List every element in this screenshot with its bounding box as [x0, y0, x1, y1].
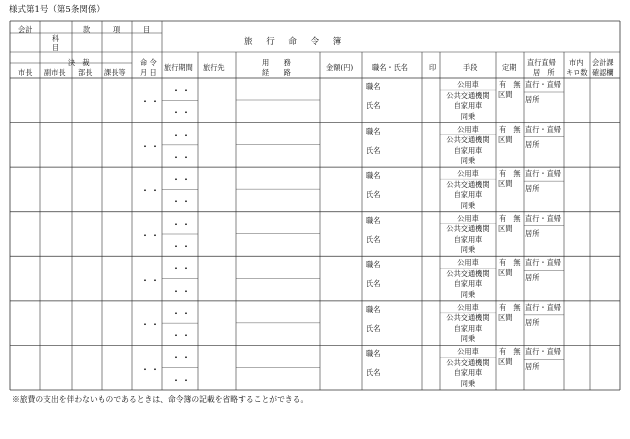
- row-chokkou-label: 直行・直帰: [525, 124, 561, 134]
- header-shinai: 市内: [569, 58, 584, 67]
- row-shudan-option: 公用車: [457, 80, 479, 89]
- header-kou: 項: [113, 25, 121, 34]
- row-teiki-sub: 区間: [498, 223, 513, 233]
- row-shudan-option: 同乗: [460, 245, 476, 255]
- row-shudan-option: 同乗: [460, 111, 476, 121]
- row-teiki-label: 有 無: [499, 169, 521, 179]
- row-teiki-label: 有 無: [499, 213, 521, 223]
- row-shudan-option: 公用車: [457, 302, 479, 312]
- row-shudan-option: 公用車: [457, 124, 479, 134]
- row-shudan-option: 自家用車: [453, 190, 483, 200]
- row-meirei-date: ・・: [141, 363, 161, 374]
- row-kikan-start: ・・: [172, 263, 192, 274]
- header-kingaku: 金額(円): [326, 63, 354, 72]
- header-kamoku-1: 科: [52, 34, 60, 43]
- row-shudan-option: 公用車: [457, 213, 479, 223]
- row-shudan-option: 公用車: [457, 347, 479, 357]
- row-shimei-label: 氏名: [366, 145, 381, 155]
- header-kessai: 決 裁: [68, 58, 90, 67]
- header-kamoku-2: 目: [52, 43, 60, 52]
- row-kikan-start: ・・: [172, 307, 192, 318]
- row-shimei-label: 氏名: [366, 323, 381, 333]
- row-meirei-date: ・・: [141, 185, 161, 196]
- header-youmu: 用 務: [262, 58, 291, 67]
- row-teiki-sub: 区間: [498, 312, 513, 322]
- header-chokkou: 直行直帰: [527, 58, 556, 67]
- row-shudan-option: 同乗: [460, 334, 476, 344]
- row-chokkou-label: 直行・直帰: [525, 80, 561, 89]
- row-shudan-option: 自家用車: [453, 368, 483, 378]
- row-shudan-option: 同乗: [460, 289, 476, 299]
- row-teiki-sub: 区間: [498, 268, 513, 278]
- row-kyosho-label: 居所: [525, 95, 540, 104]
- header-in: 印: [429, 63, 437, 72]
- header-shichou: 市長: [18, 68, 33, 77]
- row-teiki-label: 有 無: [499, 347, 521, 357]
- header-keiro: 経 路: [262, 68, 291, 77]
- row-shudan-option: 自家用車: [453, 145, 483, 155]
- row-kyosho-label: 居所: [525, 362, 540, 372]
- row-teiki-sub: 区間: [498, 179, 513, 189]
- header-kan: 款: [83, 25, 91, 34]
- row-meirei-date: ・・: [141, 140, 161, 151]
- row-chokkou-label: 直行・直帰: [525, 213, 561, 223]
- row-shimei-label: 氏名: [366, 279, 381, 289]
- header-kakunin-1: 会計課: [592, 58, 614, 67]
- row-shudan-option: 公共交通機関: [446, 179, 490, 189]
- form-id: 様式第1号（第5条関係）: [9, 5, 105, 15]
- row-shokumei-label: 職名: [366, 126, 381, 136]
- header-fukushichou: 副市長: [44, 68, 66, 77]
- row-shudan-option: 公用車: [457, 169, 479, 179]
- row-shimei-label: 氏名: [366, 101, 381, 110]
- row-kikan-start: ・・: [172, 352, 192, 363]
- header-saki: 旅行先: [203, 63, 225, 72]
- row-shudan-option: 公共交通機関: [446, 313, 490, 323]
- row-kikan-start: ・・: [172, 174, 192, 185]
- footnote: ※旅費の支出を伴わないものであるときは、命令簿の記載を省略することができる。: [12, 395, 309, 404]
- row-kikan-start: ・・: [172, 85, 192, 95]
- row-teiki-label: 有 無: [499, 80, 521, 89]
- header-meirei-1: 命 令: [140, 58, 157, 67]
- row-kyosho-label: 居所: [525, 317, 540, 327]
- row-kyosho-label: 居所: [525, 273, 540, 283]
- row-kikan-start: ・・: [172, 129, 192, 140]
- row-shimei-label: 氏名: [366, 368, 381, 378]
- row-shokumei-label: 職名: [366, 260, 381, 270]
- row-shudan-option: 自家用車: [453, 279, 483, 289]
- header-buchou: 部長: [78, 68, 93, 77]
- row-kyosho-label: 居所: [525, 184, 540, 194]
- row-chokkou-label: 直行・直帰: [525, 302, 561, 312]
- row-shudan-option: 公共交通機関: [446, 224, 490, 234]
- row-shudan-option: 自家用車: [453, 101, 483, 110]
- row-kikan-end: ・・: [172, 196, 192, 207]
- row-teiki-sub: 区間: [498, 90, 513, 99]
- row-kikan-end: ・・: [172, 151, 192, 162]
- header-meirei-2: 月 日: [140, 68, 157, 77]
- row-shokumei-label: 職名: [366, 304, 381, 314]
- header-kirosu: キロ数: [566, 68, 588, 77]
- row-shudan-option: 公共交通機関: [446, 135, 490, 145]
- row-shudan-option: 同乗: [460, 378, 476, 388]
- header-kaikei: 会計: [18, 25, 33, 34]
- row-kikan-end: ・・: [172, 330, 192, 341]
- row-meirei-date: ・・: [141, 319, 161, 330]
- row-shokumei-label: 職名: [366, 82, 381, 91]
- row-shudan-option: 自家用車: [453, 234, 483, 244]
- row-kikan-start: ・・: [172, 218, 192, 229]
- row-shudan-option: 自家用車: [453, 323, 483, 333]
- row-meirei-date: ・・: [141, 96, 161, 107]
- header-kyosho: 居 所: [533, 68, 555, 77]
- row-shimei-label: 氏名: [366, 234, 381, 244]
- row-kyosho-label: 居所: [525, 139, 540, 149]
- row-shokumei-label: 職名: [366, 349, 381, 359]
- row-teiki-label: 有 無: [499, 124, 521, 134]
- row-shudan-option: 同乗: [460, 156, 476, 166]
- row-shudan-option: 公共交通機関: [446, 268, 490, 278]
- row-shudan-option: 同乗: [460, 200, 476, 210]
- header-moku: 目: [143, 25, 151, 34]
- row-shudan-option: 公共交通機関: [446, 357, 490, 367]
- row-teiki-label: 有 無: [499, 302, 521, 312]
- row-teiki-sub: 区間: [498, 134, 513, 144]
- row-kyosho-label: 居所: [525, 228, 540, 238]
- row-kikan-end: ・・: [172, 241, 192, 251]
- row-meirei-date: ・・: [141, 274, 161, 285]
- row-teiki-sub: 区間: [498, 357, 513, 367]
- row-kikan-end: ・・: [172, 107, 192, 118]
- row-chokkou-label: 直行・直帰: [525, 347, 561, 357]
- page-title: 旅 行 命 令 簿: [244, 37, 347, 47]
- row-shokumei-label: 職名: [366, 215, 381, 225]
- row-kikan-end: ・・: [172, 285, 192, 296]
- header-kachou: 課長等: [104, 68, 126, 77]
- row-meirei-date: ・・: [141, 230, 161, 240]
- header-kikan: 旅行期間: [164, 63, 193, 72]
- row-chokkou-label: 直行・直帰: [525, 258, 561, 268]
- row-chokkou-label: 直行・直帰: [525, 169, 561, 179]
- row-teiki-label: 有 無: [499, 258, 521, 268]
- row-shudan-option: 公用車: [457, 258, 479, 268]
- row-shudan-option: 公共交通機関: [446, 90, 490, 100]
- row-kikan-end: ・・: [172, 374, 192, 385]
- row-shokumei-label: 職名: [366, 171, 381, 181]
- row-shimei-label: 氏名: [366, 190, 381, 200]
- header-shudan: 手段: [463, 63, 478, 72]
- header-shokumei: 職名・氏名: [372, 63, 408, 72]
- header-teiki: 定期: [502, 63, 517, 72]
- header-kakunin-2: 確認欄: [592, 68, 614, 77]
